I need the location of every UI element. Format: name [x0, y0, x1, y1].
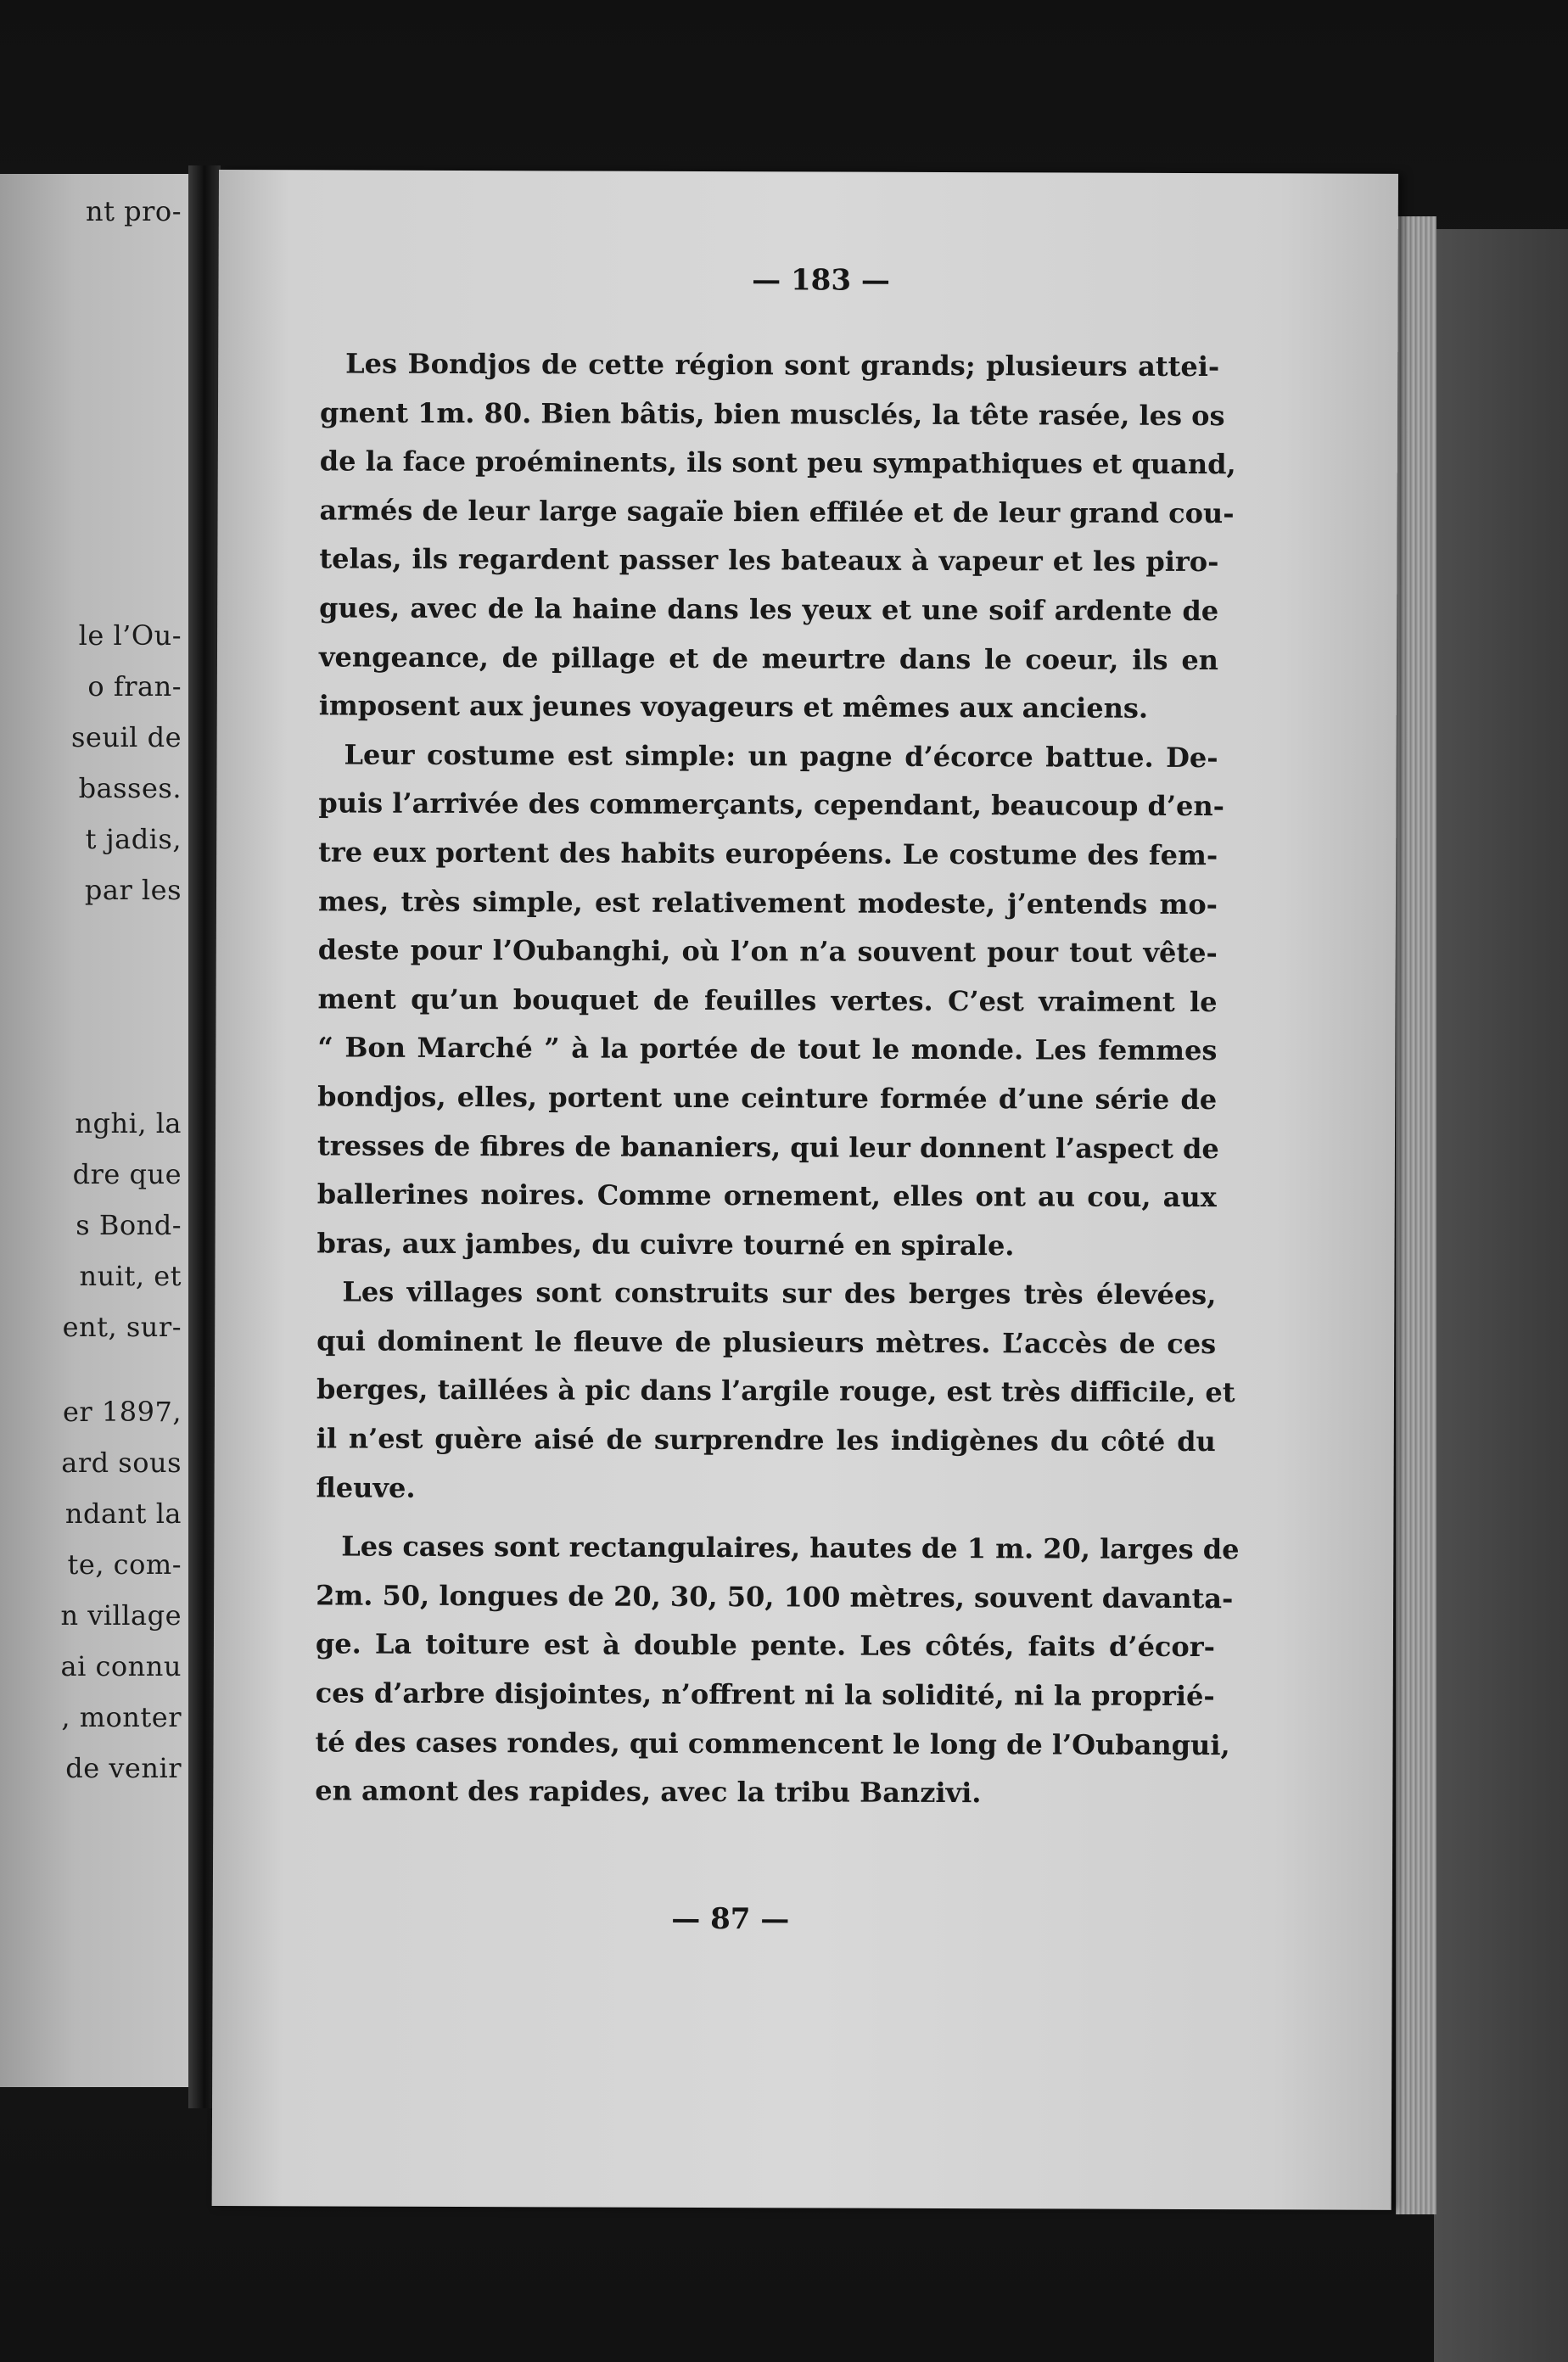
left-page-line: dre que [72, 1158, 182, 1190]
text-line: té des cases rondes, qui commencent le long de l’Oubangui, [315, 1726, 1230, 1761]
background-shadow [1434, 229, 1568, 2362]
left-page-line: nt pro- [86, 195, 182, 227]
text-line: gnent 1m. 80. Bien bâtis, bien musclés, la tête rasée, les os [319, 396, 1225, 432]
text-line: berges, taillées à pic dans l’argile rouge, est très difficile, et [316, 1373, 1235, 1409]
left-page-line: er 1897, [62, 1396, 182, 1428]
text-line: 2m. 50, longues de 20, 30, 50, 100 mètres, souvent davanta- [316, 1579, 1234, 1615]
text-line: telas, ils regardent passer les bateaux à vapeur et les piro- [319, 542, 1219, 579]
page-stack-edge [1396, 216, 1436, 2214]
left-page-line: par les [84, 874, 182, 906]
text-line: tresses de fibres de bananiers, qui leur donnent l’aspect de [316, 1128, 1219, 1165]
page-number-top: — 183 — [752, 263, 890, 298]
text-line: de la face proéminents, ils sont peu sympathiques et quand, [319, 445, 1236, 481]
text-line: imposent aux jeunes voyageurs et mêmes aux anciens. [318, 689, 1149, 725]
text-line: mes, très simple, est relativement modeste, j’entends mo- [317, 884, 1218, 921]
body-text [315, 339, 1240, 1819]
text-line: armés de leur large sagaïe bien effilée et de leur grand cou- [319, 494, 1235, 529]
text-line: tre eux portent des habits européens. Le costume des fem- [318, 836, 1218, 872]
text-line: ge. La toiture est à double pente. Les côtés, faits d’écor- [315, 1627, 1215, 1664]
left-page-line: , monter [61, 1701, 182, 1733]
left-page-line: s Bond- [76, 1209, 182, 1241]
text-line: Les villages sont construits sur des berges très élevées, [342, 1275, 1217, 1312]
left-page-line: le l’Ou- [78, 619, 182, 652]
left-page-line: basses. [78, 772, 182, 804]
text-line: Les cases sont rectangulaires, hautes de 1 m. 20, larges de [341, 1530, 1240, 1566]
left-page-line: n village [60, 1599, 182, 1632]
left-page-line: ard sous [61, 1447, 182, 1479]
left-page-line: seuil de [70, 721, 182, 753]
left-page-line: de venir [65, 1752, 182, 1784]
text-line: qui dominent le fleuve de plusieurs mètres. L’accès de ces [316, 1324, 1217, 1360]
left-page-line: o fran- [87, 670, 182, 702]
text-line: gues, avec de la haine dans les yeux et une soif ardente de [319, 591, 1219, 628]
left-page-line: t jadis, [85, 823, 182, 855]
text-line: Les Bondjos de cette région sont grands; plusieurs attei- [345, 347, 1220, 383]
text-line: “ Bon Marché ” à la portée de tout le monde. Les femmes [317, 1031, 1218, 1067]
left-page-line: te, com- [67, 1548, 182, 1581]
page-number-bottom: — 87 — [671, 1901, 790, 1937]
text-line: en amont des rapides, avec la tribu Banzivi. [315, 1774, 982, 1810]
text-line: deste pour l’Oubanghi, où l’on n’a souvent pour tout vête- [317, 933, 1218, 970]
text-line: ment qu’un bouquet de feuilles vertes. C’est vraiment le [317, 982, 1218, 1018]
left-page-line: ent, sur- [62, 1311, 182, 1343]
left-page-line: nghi, la [75, 1107, 182, 1139]
text-line: Leur costume est simple: un pagne d’écorce battue. De- [344, 738, 1218, 774]
text-line: fleuve. [316, 1471, 416, 1504]
text-line: bondjos, elles, portent une ceinture formée d’une série de [317, 1080, 1218, 1117]
text-line: ballerines noires. Comme ornement, elles ont au cou, aux [316, 1178, 1217, 1214]
left-page-fragment [0, 174, 188, 2087]
text-line: il n’est guère aisé de surprendre les indigènes du côté du [316, 1422, 1216, 1458]
text-line: puis l’arrivée des commerçants, cependant, beaucoup d’en- [318, 786, 1225, 823]
text-line: ces d’arbre disjointes, n’offrent ni la solidité, ni la proprié- [315, 1676, 1215, 1713]
left-page-line: ndant la [64, 1497, 182, 1530]
main-page [212, 170, 1398, 2210]
left-page-line: ai connu [60, 1650, 182, 1682]
text-line: bras, aux jambes, du cuivre tourné en spirale. [316, 1227, 1015, 1262]
text-line: vengeance, de pillage et de meurtre dans le coeur, ils en [318, 640, 1219, 676]
left-page-line: nuit, et [79, 1260, 182, 1292]
